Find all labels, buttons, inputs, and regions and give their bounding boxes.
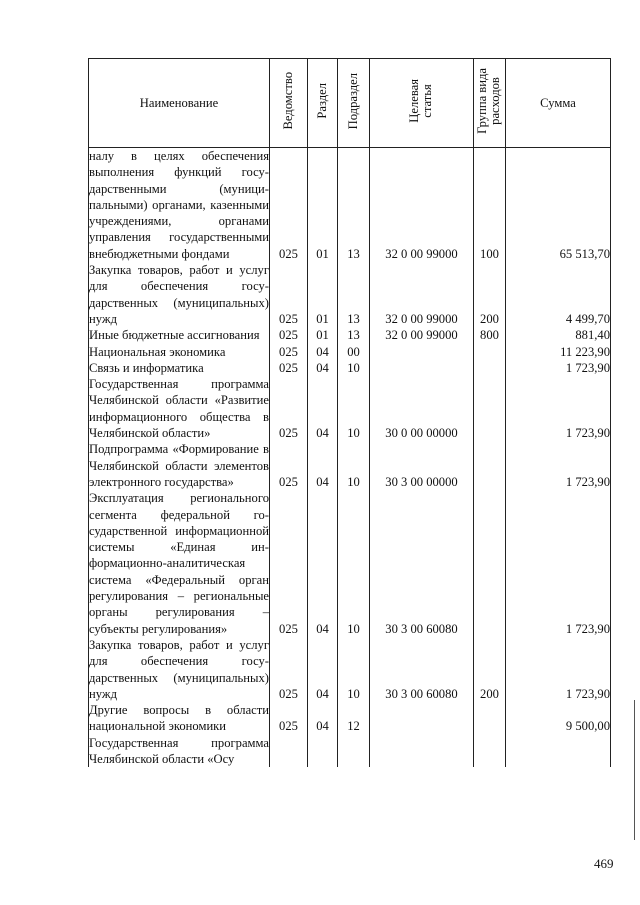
row-target (370, 735, 474, 768)
header-subsection-label: Подраздел (345, 72, 360, 130)
row-dept: 025 (270, 490, 308, 637)
row-section: 04 (308, 360, 338, 376)
row-sum: 65 513,70 (506, 148, 611, 263)
row-target: 32 0 00 99000 (370, 148, 474, 263)
row-group (474, 702, 506, 735)
row-section: 04 (308, 490, 338, 637)
row-subsection (338, 735, 370, 768)
row-sum: 881,40 (506, 327, 611, 343)
row-sum: 1 723,90 (506, 637, 611, 702)
row-subsection: 00 (338, 344, 370, 360)
row-subsection: 12 (338, 702, 370, 735)
row-subsection: 13 (338, 262, 370, 327)
row-section: 01 (308, 262, 338, 327)
row-subsection: 10 (338, 360, 370, 376)
row-target: 30 0 00 00000 (370, 376, 474, 441)
row-dept: 025 (270, 376, 308, 441)
header-target-label: Целевая статья (407, 79, 435, 123)
table-header-row (89, 59, 611, 148)
row-section: 04 (308, 441, 338, 490)
row-name: Другие вопросы в области национальной экономики (89, 703, 269, 734)
table-row (89, 376, 611, 441)
row-section: 04 (308, 637, 338, 702)
budget-table (88, 58, 611, 767)
row-name: Иные бюджетные ассигнования (89, 327, 270, 343)
header-dept-label: Ведомство (280, 72, 295, 130)
row-section: 04 (308, 376, 338, 441)
row-dept: 025 (270, 262, 308, 327)
row-group (474, 344, 506, 360)
table-row (89, 702, 611, 735)
row-name: Эксплуатация регионального сегмента федеральной государственной информационной системы «Единая информационно-аналитическая система «Федеральный орган регулирования – региональные органы регулирования – субъекты регулирования» (89, 491, 269, 636)
row-name: Связь и информатика (89, 360, 270, 376)
row-sum: 11 223,90 (506, 344, 611, 360)
row-target: 30 3 00 00000 (370, 441, 474, 490)
row-dept: 025 (270, 360, 308, 376)
table-row (89, 262, 611, 327)
row-dept: 025 (270, 148, 308, 263)
row-target (370, 360, 474, 376)
row-group (474, 360, 506, 376)
row-name: Государственная программа Челябинской области «Развитие информационного общества в Челябинской области» (89, 377, 269, 441)
table-row (89, 360, 611, 376)
row-section: 01 (308, 327, 338, 343)
row-subsection: 10 (338, 441, 370, 490)
row-target: 30 3 00 60080 (370, 637, 474, 702)
row-group (474, 441, 506, 490)
table-row (89, 637, 611, 702)
row-group: 100 (474, 148, 506, 263)
scan-edge-line (634, 700, 635, 840)
header-section (308, 59, 338, 148)
row-section: 04 (308, 702, 338, 735)
row-group: 800 (474, 327, 506, 343)
row-section: 01 (308, 148, 338, 263)
header-dept (270, 59, 308, 148)
header-group (474, 59, 506, 148)
row-target: 32 0 00 99000 (370, 327, 474, 343)
row-target (370, 344, 474, 360)
row-subsection: 10 (338, 637, 370, 702)
header-section-label: Раздел (314, 83, 329, 119)
row-sum: 4 499,70 (506, 262, 611, 327)
row-section: 04 (308, 344, 338, 360)
row-subsection: 10 (338, 376, 370, 441)
row-subsection: 13 (338, 327, 370, 343)
row-target: 30 3 00 60080 (370, 490, 474, 637)
header-sum: Сумма (506, 59, 611, 148)
header-group-label: Группа вида расходов (475, 68, 503, 134)
page-number: 469 (594, 856, 614, 871)
row-subsection: 13 (338, 148, 370, 263)
row-subsection: 10 (338, 490, 370, 637)
row-dept: 025 (270, 702, 308, 735)
row-dept: 025 (270, 441, 308, 490)
row-target: 32 0 00 99000 (370, 262, 474, 327)
row-section (308, 735, 338, 768)
table-row (89, 490, 611, 637)
row-sum: 1 723,90 (506, 441, 611, 490)
table-row (89, 735, 611, 768)
row-group (474, 735, 506, 768)
row-name: Подпрограмма «Формирование в Челябинской области элементов электронного государства» (89, 442, 269, 489)
row-dept: 025 (270, 637, 308, 702)
row-group: 200 (474, 637, 506, 702)
table-row (89, 344, 611, 360)
table-row (89, 441, 611, 490)
row-name: налу в целях обеспечения выполнения функций государственными (муниципальными) органами, казенными учреждениями, органами управления государственными внебюджетными фондами (89, 149, 269, 261)
row-group: 200 (474, 262, 506, 327)
row-dept: 025 (270, 344, 308, 360)
header-subsection (338, 59, 370, 148)
header-name: Наименование (89, 59, 270, 148)
row-sum: 9 500,00 (506, 702, 611, 735)
header-target (370, 59, 474, 148)
row-group (474, 376, 506, 441)
row-name: Закупка товаров, работ и услуг для обеспечения государственных (муниципальных) нужд (89, 637, 269, 701)
row-target (370, 702, 474, 735)
row-name: Национальная экономика (89, 344, 270, 360)
row-name: Государственная программа Челябинской области «Осу (89, 735, 269, 766)
row-sum (506, 735, 611, 768)
row-sum: 1 723,90 (506, 490, 611, 637)
table-body (89, 148, 611, 768)
table-row (89, 327, 611, 343)
row-sum: 1 723,90 (506, 360, 611, 376)
row-dept (270, 735, 308, 768)
table-row (89, 148, 611, 263)
row-name: Закупка товаров, работ и услуг для обеспечения государственных (муниципальных) нужд (89, 263, 269, 326)
row-group (474, 490, 506, 637)
row-sum: 1 723,90 (506, 376, 611, 441)
row-dept: 025 (270, 327, 308, 343)
